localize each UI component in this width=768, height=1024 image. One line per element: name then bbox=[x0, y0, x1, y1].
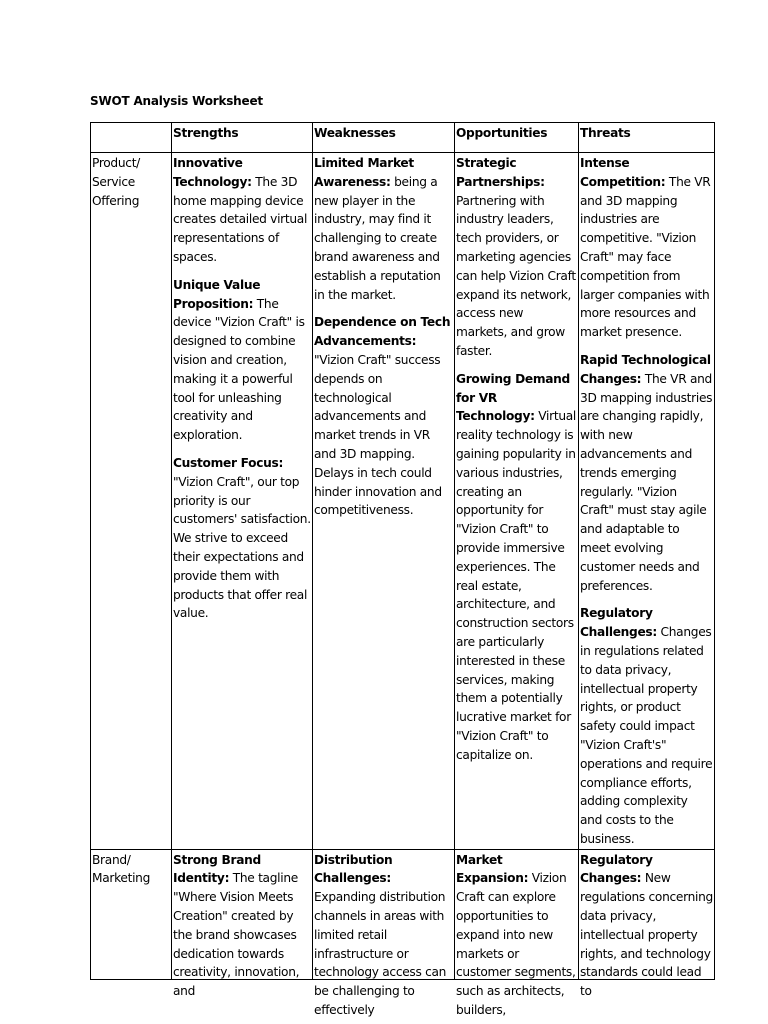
entry-heading: Market Expansion: bbox=[456, 852, 529, 886]
entry bbox=[580, 851, 713, 1001]
cell-brand-strengths bbox=[172, 849, 313, 999]
entry bbox=[314, 154, 453, 304]
entry bbox=[580, 351, 713, 595]
entry bbox=[173, 276, 311, 445]
cell-brand-opportunities bbox=[455, 849, 579, 1018]
entry-text: The VR and 3D mapping industries are changing rapidly, with new advancements and trends emerging regularly. "Vizion Craft" must stay agile and adaptable to meet evolving customer needs and preferences. bbox=[580, 371, 713, 593]
table-row bbox=[91, 849, 715, 979]
header-row bbox=[91, 123, 715, 153]
entry-heading: Customer Focus: bbox=[173, 455, 284, 470]
entry-heading: Regulatory Changes: bbox=[580, 852, 653, 886]
entry bbox=[580, 604, 713, 848]
entry-text: New regulations concerning data privacy, intellectual property rights, and technology standards could lead to bbox=[580, 871, 713, 999]
cell-product-strengths bbox=[172, 153, 313, 850]
entry-heading: Strong Brand Identity: bbox=[173, 852, 261, 886]
entry-heading: Innovative Technology: bbox=[173, 156, 252, 189]
cell-product-threats bbox=[579, 153, 715, 850]
entry-text: The tagline "Where Vision Meets Creation" created by the brand showcases dedication towards creativity, innovation, and bbox=[173, 871, 300, 999]
entry-text: "Vizion Craft" success depends on technological advancements and market trends in VR and 3D mapping. Delays in tech could hinder innovation and competitiveness. bbox=[314, 352, 442, 518]
entry bbox=[314, 851, 453, 1020]
header-cell-blank bbox=[91, 123, 172, 153]
entry-text: The VR and 3D mapping industries are competitive. "Vizion Craft" may face competition from larger companies with more resources and market presence. bbox=[580, 174, 711, 340]
entry bbox=[173, 851, 311, 1001]
entry bbox=[173, 154, 311, 267]
cell-product-opportunities bbox=[455, 153, 579, 850]
entry bbox=[456, 154, 577, 361]
entry bbox=[456, 851, 577, 1020]
entry-heading: Limited Market Awareness: bbox=[314, 156, 414, 189]
entry-heading: Regulatory Challenges: bbox=[580, 606, 657, 640]
entry-text: The 3D home mapping device creates detailed virtual representations of spaces. bbox=[173, 174, 308, 264]
entry-text: Partnering with industry leaders, tech providers, or marketing agencies can help Vizion Craft expand its network, access new markets, and grow faster. bbox=[456, 193, 576, 358]
table-row bbox=[91, 153, 715, 850]
entry-text: Changes in regulations related to data privacy, intellectual property rights, or product safety could impact "Vizion Craft's" operations and require compliance efforts, adding complexity and costs to the business. bbox=[580, 625, 713, 846]
entry-text: being a new player in the industry, may find it challenging to create brand awareness and establish a reputation in the market. bbox=[314, 174, 441, 302]
cell-brand-threats bbox=[579, 849, 715, 999]
header-cell-threats: Threats bbox=[579, 123, 715, 153]
header-cell-weaknesses: Weaknesses bbox=[313, 123, 455, 153]
entry bbox=[580, 154, 713, 342]
entry-heading: Strategic Partnerships: bbox=[456, 156, 545, 189]
entry-heading: Distribution Challenges: bbox=[314, 852, 393, 886]
entry-heading: Dependence on Tech Advancements: bbox=[314, 315, 451, 349]
entry-heading: Unique Value Proposition: bbox=[173, 277, 261, 311]
entry bbox=[456, 370, 577, 765]
document-title: SWOT Analysis Worksheet bbox=[90, 94, 263, 108]
swot-table bbox=[90, 122, 715, 1018]
row-label-product: Product/ Service Offering bbox=[91, 153, 172, 850]
entry-heading: Growing Demand for VR Technology: bbox=[456, 371, 570, 424]
entry-text: Vizion Craft can explore opportunities to expand into new markets or customer segments, such as architects, builders, bbox=[456, 871, 576, 1018]
entry-text: Expanding distribution channels in areas with limited retail infrastructure or technology access can be challenging to effectively bbox=[314, 890, 447, 1018]
entry bbox=[314, 313, 453, 520]
header-cell-opportunities: Opportunities bbox=[455, 123, 579, 153]
header-cell-strengths: Strengths bbox=[172, 123, 313, 153]
entry-text: Virtual reality technology is gaining popularity in various industries, creating an opportunity for "Vizion Craft" to provide immersive experiences. The real estate, architecture, and construction sectors are particularly interested in these services, making them a potentially lucrative market for "Vizion Craft" to capitalize on. bbox=[456, 409, 577, 762]
cell-brand-weaknesses bbox=[313, 849, 455, 1018]
entry-text: The device "Vizion Craft" is designed to combine vision and creation, making it a powerful tool for unleashing creativity and exploration. bbox=[173, 296, 305, 443]
entry-heading: Intense Competition: bbox=[580, 156, 666, 189]
row-label-brand: Brand/ Marketing bbox=[91, 849, 172, 979]
entry-text: "Vizion Craft", our top priority is our customers' satisfaction. We strive to exceed their expectations and provide them with products that offer real value. bbox=[173, 474, 311, 621]
entry-heading: Rapid Technological Changes: bbox=[580, 352, 711, 386]
entry bbox=[173, 454, 311, 623]
cell-product-weaknesses bbox=[313, 153, 455, 850]
